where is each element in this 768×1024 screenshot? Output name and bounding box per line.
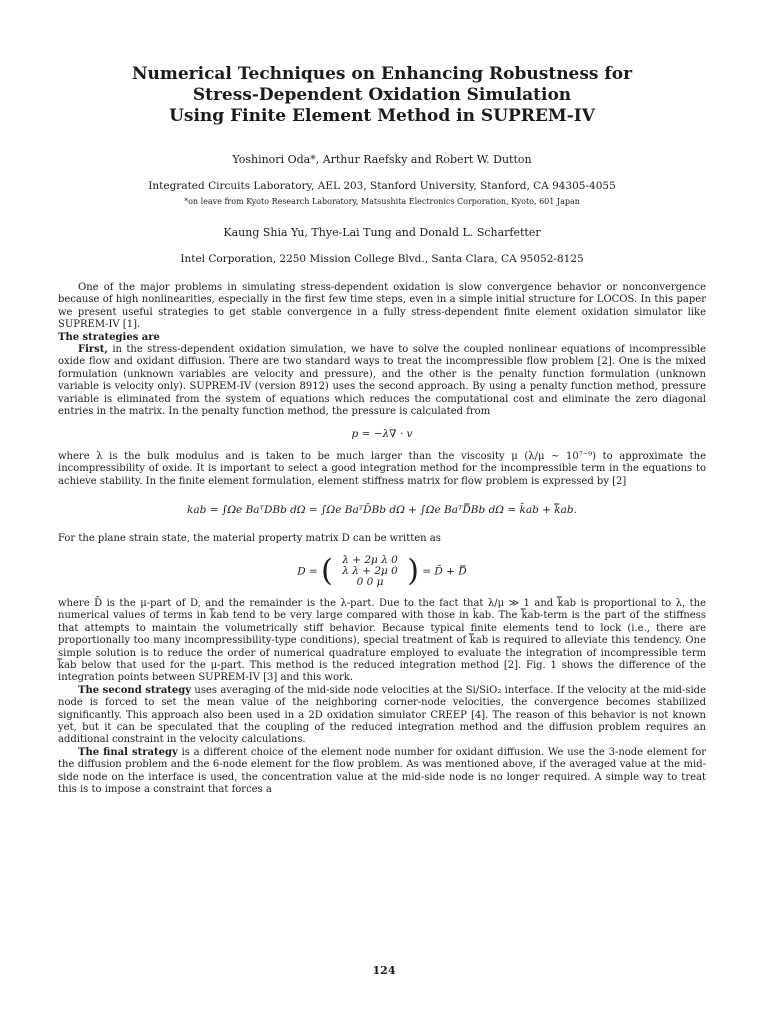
- paragraph-final-strategy: [58, 747, 706, 797]
- paper-body: [58, 282, 706, 796]
- paragraph-first-strategy: [58, 344, 706, 418]
- authors-stanford: Yoshinori Oda*, Arthur Raefsky and Robert W. Dutton: [232, 153, 532, 166]
- affiliation-intel: Intel Corporation, 2250 Mission College Blvd., Santa Clara, CA 95052-8125: [180, 253, 584, 265]
- affiliation-stanford: Integrated Circuits Laboratory, AEL 203, Stanford University, Stanford, CA 94305-4055: [148, 180, 616, 192]
- paper-title: [58, 64, 706, 127]
- matrix-row-2: λ λ + 2μ 0: [342, 564, 398, 577]
- second-strategy-text: uses averaging of the mid-side node velocities at the Si/SiO₂ interface. If the velocity at the mid-side node is forced to set the mean value of the neighboring corner-node velocities, the convergence becomes stabilized significantly. This approach also been used in a 2D oxidation simulator CREEP [4]. The reason of this behavior is not known yet, but it can be speculated that the coupling of the reduced integration method and the diffusion problem requires an additional constraint in the velocity calculations.: [58, 684, 706, 746]
- final-strategy-lead: The final strategy: [78, 746, 178, 758]
- paragraph-second-strategy: [58, 685, 706, 747]
- title-line-3: Using Finite Element Method in SUPREM-IV: [169, 106, 595, 126]
- matrix-left-bracket: (: [321, 553, 333, 589]
- second-strategy-lead: The second strategy: [78, 684, 192, 696]
- material-matrix-rhs: = D̄ + D̿: [422, 565, 467, 578]
- matrix-right-bracket: ): [407, 553, 419, 589]
- first-strategy-lead: First,: [78, 344, 108, 356]
- paragraph-plane-strain: For the plane strain state, the material property matrix D can be written as: [58, 532, 441, 544]
- first-strategy-text: in the stress-dependent oxidation simulation, we have to solve the coupled nonlinear equations of incompressible oxide flow and oxidant diffusion. There are two standard ways to treat the incompressible flow problem [2]. One is the mixed formulation (unknown variables are velocity and pressure), and the other is the penalty function formulation (unknown variable is velocity only). SUPREM-IV (version 8912) uses the second approach. By using a penalty function method, pressure variable is eliminated from the system of equations which reduces the computational cost and eliminate the zero diagonal entries in the matrix. In the penalty function method, the pressure is calculated from: [58, 344, 706, 418]
- material-matrix: [342, 555, 398, 588]
- strategies-heading: The strategies are: [58, 331, 160, 343]
- paragraph-bulk-modulus: where λ is the bulk modulus and is taken to be much larger than the viscosity μ (λ/μ ~ 10⁷⁻⁹) to approximate the incompressibility of oxide. It is important to select a good integration method for the incompressible term in the equations to achieve stability. In the finite element formulation, element stiffness matrix for flow problem is expressed by [2]: [58, 450, 706, 487]
- equation-material-matrix: [58, 555, 706, 588]
- title-line-2: Stress-Dependent Oxidation Simulation: [192, 85, 572, 105]
- paper-header: [58, 64, 706, 265]
- matrix-row-3: 0 0 μ: [356, 575, 384, 588]
- page-number: 124: [372, 964, 396, 977]
- paragraph-intro: One of the major problems in simulating stress-dependent oxidation is slow convergence behavior or nonconvergence because of high nonlinearities, especially in the first few time steps, even in a simple initial structure for LOCOS. In this paper we present useful strategies to get stable convergence in a fully stress-dependent finite element oxidation simulator like SUPREM-IV [1].: [58, 282, 706, 331]
- matrix-row-1: λ + 2μ λ 0: [342, 553, 398, 566]
- title-line-1: Numerical Techniques on Enhancing Robustness for: [131, 64, 633, 84]
- authors-intel: Kaung Shia Yu, Thye-Lai Tung and Donald L. Scharfetter: [223, 226, 541, 239]
- equation-pressure: p = −λ∇ · v: [351, 428, 413, 441]
- paragraph-reduced-integration: where D̄ is the μ-part of D, and the remainder is the λ-part. Due to the fact that λ/μ ≫ 1 and k̿ab is proportional to λ, the numerical values of terms in k̿ab tend to be very large compared with those in k̄ab. The k̿ab-term is the part of the stiffness that attempts to maintain the volumetrically stiff behavior. Because typical finite elements tend to lock (i.e., there are proportionally too many incompressibility-type conditions), special treatment of k̿ab is required to alleviate this tendency. One simple solution is to reduce the order of numerical quadrature employed to evaluate the integration of incompressible term k̿ab below that used for the μ-part. This method is the reduced integration method [2]. Fig. 1 shows the difference of the integration points between SUPREM-IV [3] and this work.: [58, 597, 706, 684]
- author-footnote: *on leave from Kyoto Research Laboratory, Matsushita Electronics Corporation, Kyoto, 601 Japan: [184, 197, 580, 206]
- final-strategy-text: is a different choice of the element node number for oxidant diffusion. We use the 3-node element for the diffusion problem and the 6-node element for the flow problem. As was mentioned above, if the averaged value at the mid-side node on the interface is used, the concentration value at the mid-side node is no longer required. A simple way to treat this is to impose a constraint that forces a: [58, 746, 707, 795]
- material-matrix-lhs: D =: [297, 565, 318, 578]
- equation-stiffness-matrix: kab = ∫Ωe BaᵀDBb dΩ = ∫Ωe BaᵀD̄Bb dΩ + ∫Ωe BaᵀD̿Bb dΩ = k̄ab + k̿ab.: [187, 504, 577, 517]
